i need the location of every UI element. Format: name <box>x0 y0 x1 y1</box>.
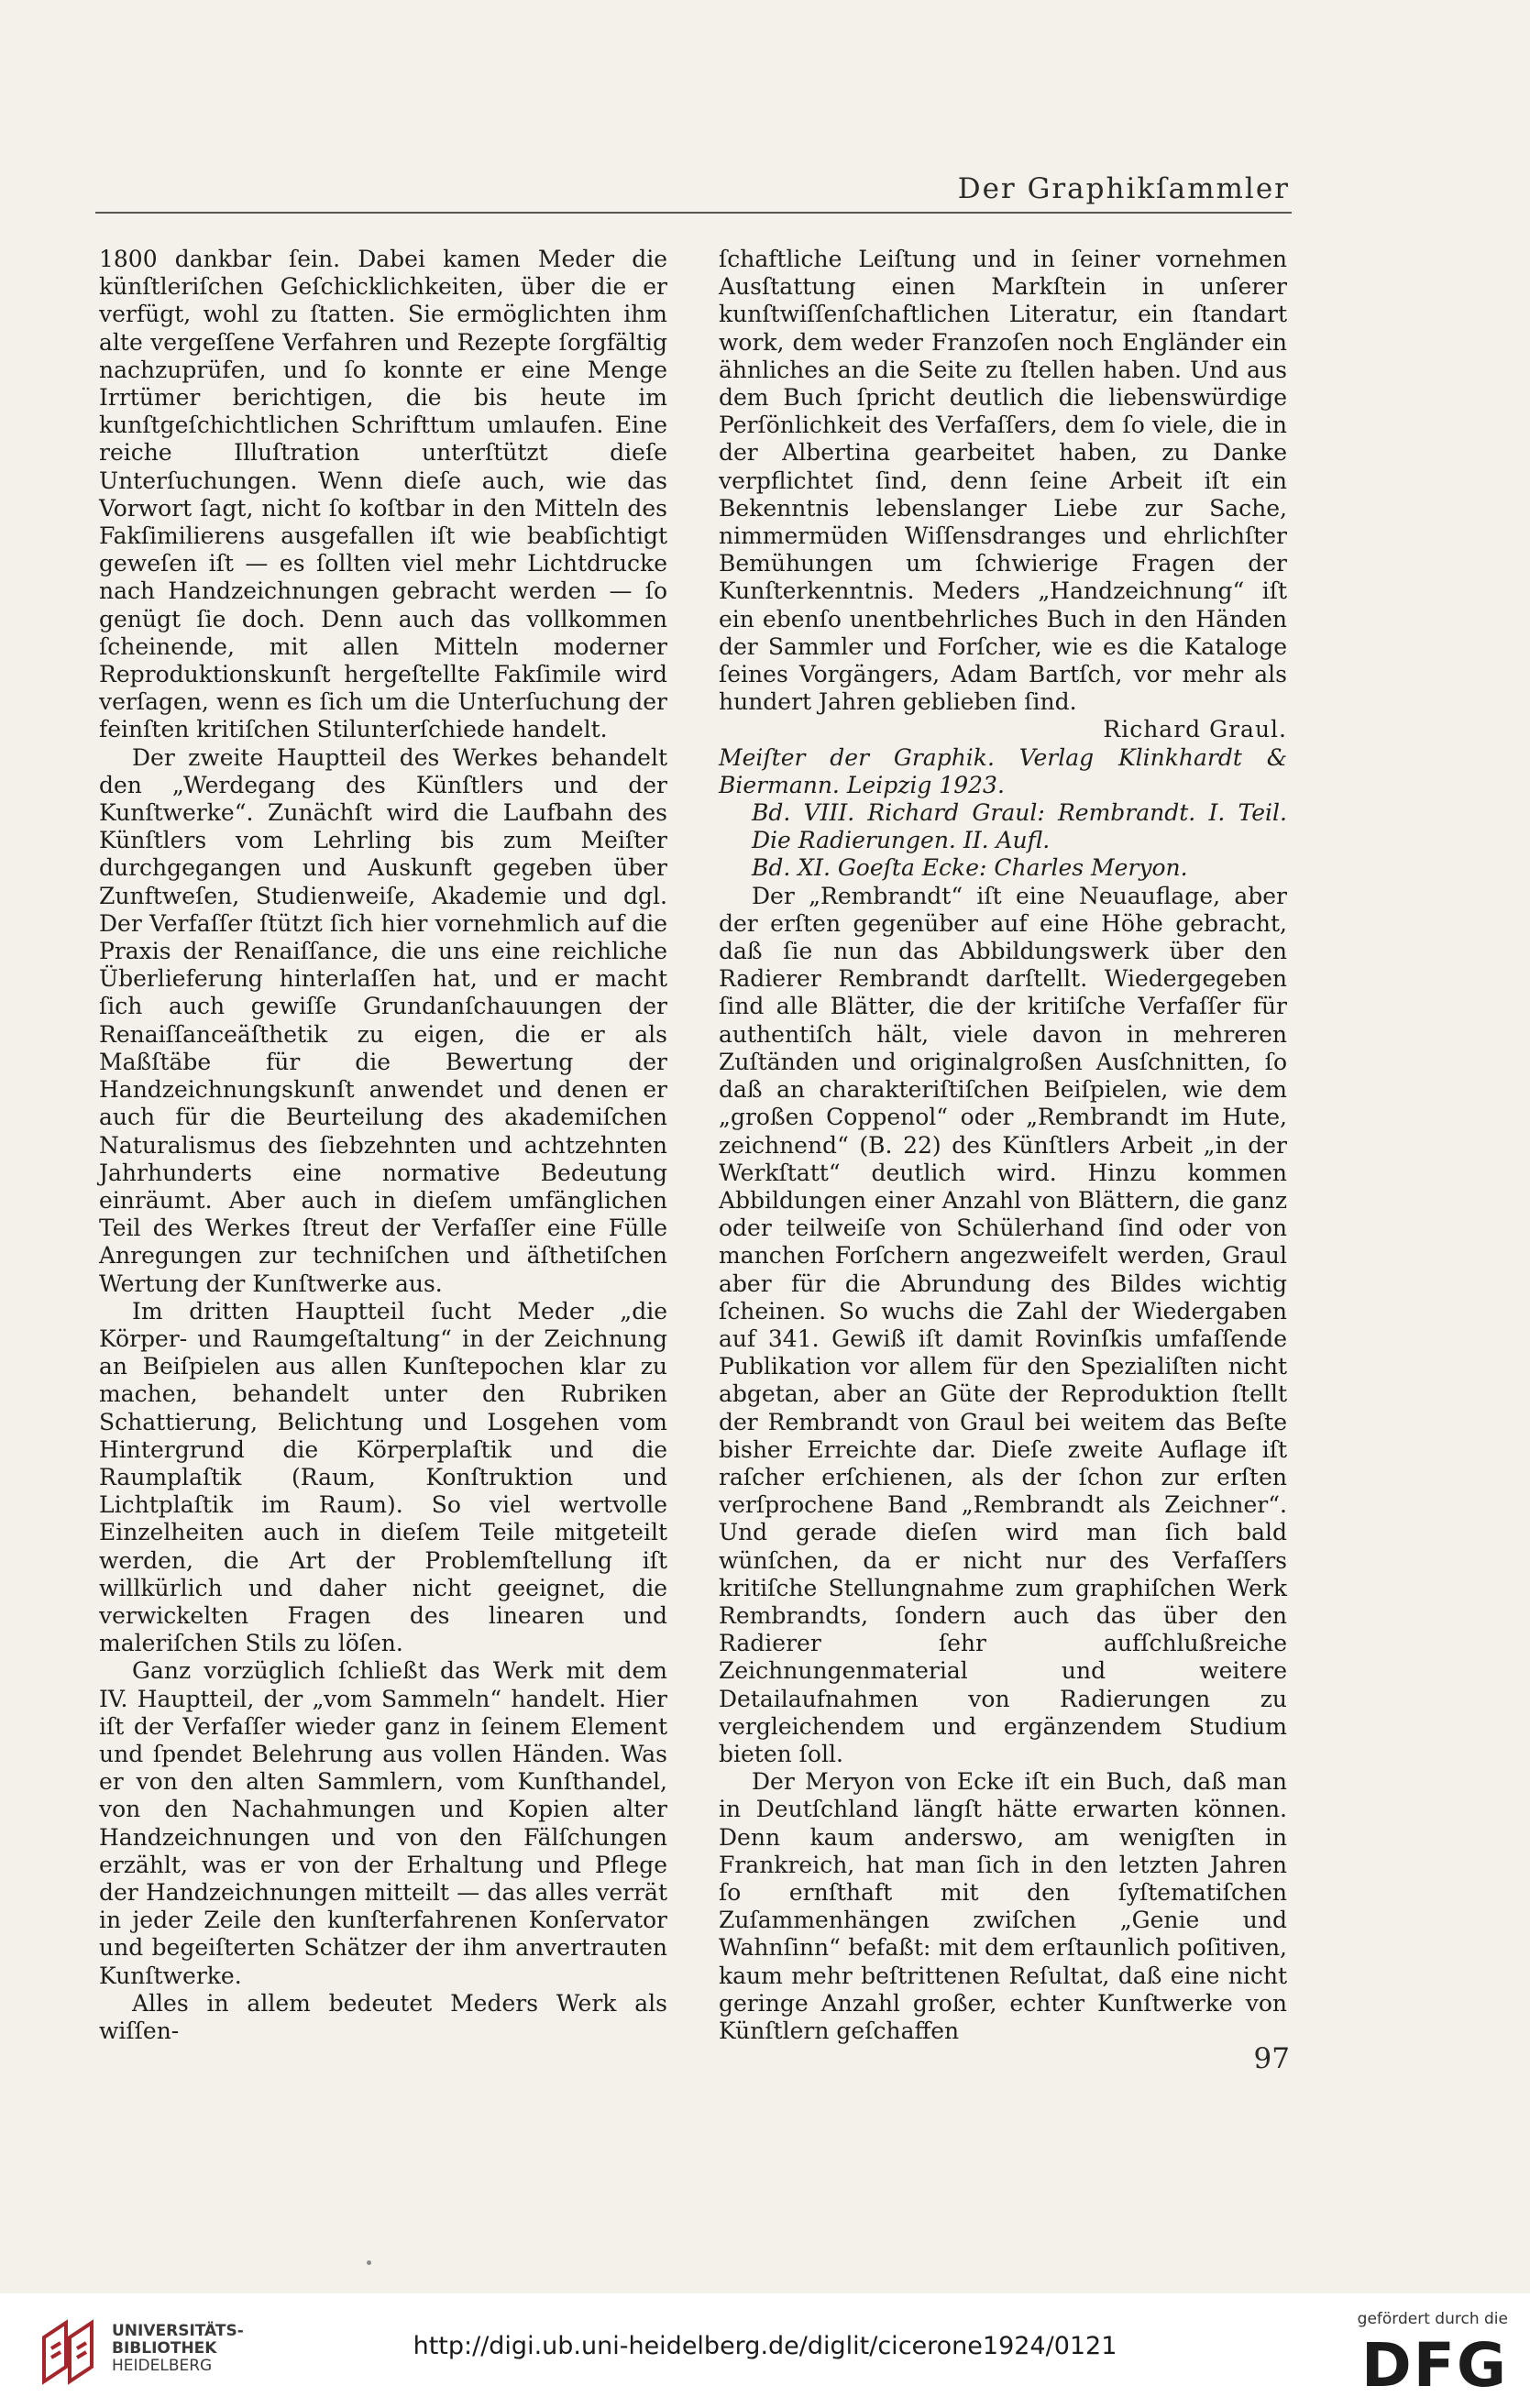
paragraph: Der Meryon von Ecke iſt ein Buch, daß man in Deutſchland längſt hätte erwarten können. Denn kaum anderswo, am wenigſten in Frankreich, hat man ſich in den letzten Jahren ſo ernſthaft mit den ſyſtematiſchen Zuſammenhängen zwiſchen „Genie und Wahnſinn“ befaßt: mit dem erſtaunlich poſitiven, kaum mehr beſtrittenen Reſultat, daß eine nicht geringe Anzahl großer, echter Kunſtwerke von Künſtlern geſchaffen <box>719 1768 1287 2044</box>
library-name-line3: HEIDELBERG <box>112 2357 213 2375</box>
right-column-text <box>719 246 1287 716</box>
paragraph: Im dritten Hauptteil ſucht Meder „die Körper- und Raumgeſtaltung“ in der Zeichnung an Beiſpielen aus allen Kunſtepochen klar zu machen, behandelt unter den Rubriken Schattierung, Belichtung und Losgehen vom Hintergrund die Körperplaſtik und die Raumplaſtik (Raum, Konſtruktion und Lichtplaſtik im Raum). So viel wertvolle Einzelheiten auch in dieſem Teile mitgeteilt werden, die Art der Problemſtellung iſt willkürlich und daher nicht geeignet, die verwickelten Fragen des linearen und maleriſchen Stils zu löſen. <box>99 1297 667 1657</box>
paragraph: Alles in allem bedeutet Meders Werk als wiſſen- <box>99 1989 667 2044</box>
library-name-line2: BIBLIOTHEK <box>112 2339 217 2358</box>
left-column <box>99 246 667 2045</box>
paragraph: ſchaftliche Leiſtung und in ſeiner vornehmen Ausſtattung einen Markſtein in unſerer kunſtwiſſenſchaftlichen Literatur, ein ſtandart work, dem weder Franzoſen noch Engländer ein ähnliches an die Seite zu ſtellen haben. Und aus dem Buch ſpricht deutlich die liebenswürdige Perſönlichkeit des Verfaſſers, dem ſo viele, die in der Albertina gearbeitet haben, zu Danke verpflichtet ſind, denn ſeine Arbeit iſt ein Bekenntnis lebenslanger Liebe zur Sache, nimmermüden Wiſſensdranges und ehrlichſter Bemühungen um ſchwierige Fragen der Kunſterkenntnis. Meders „Handzeichnung“ iſt ein ebenſo unentbehrliches Buch in den Händen der Sammler und Forſcher, wie es die Kataloge ſeines Vorgängers, Adam Bartſch, vor mehr als hundert Jahren geblieben ſind. <box>719 246 1287 716</box>
digitization-footer <box>0 2293 1530 2408</box>
bibliography-entry: Bd. VIII. Richard Graul: Rembrandt. I. Teil. Die Radierungen. II. Aufl. <box>752 799 1287 854</box>
paragraph: 1800 dankbar ſein. Dabei kamen Meder die künſtleriſchen Geſchicklichkeiten, über die er verfügt, wohl zu ſtatten. Sie ermöglichten ihm alte vergeſſene Verfahren und Rezepte ſorgfältig nachzuprüfen, und ſo konnte er eine Menge Irrtümer berichtigen, die bis heute im kunſtgeſchichtlichen Schrifttum umlaufen. Eine reiche Illuſtration unterſtützt dieſe Unterſuchungen. Wenn dieſe auch, wie das Vorwort ſagt, nicht ſo koſtbar in den Mitteln des Fakſimilierens ausgefallen iſt wie beabſichtigt geweſen iſt — es ſollten viel mehr Lichtdrucke nach Handzeichnungen gebracht werden — ſo genügt ſie doch. Denn auch das vollkommen ſcheinende, mit allen Mitteln moderner Reproduktionskunſt hergeſtellte Fakſimile wird verſagen, wenn es ſich um die Unterſuchung der feinſten kritiſchen Stilunterſchiede handelt. <box>99 246 667 743</box>
scan-speck <box>367 2260 371 2265</box>
paragraph: Der zweite Hauptteil des Werkes behandelt den „Werdegang des Künſtlers und der Kunſtwerke“. Zunächſt wird die Laufbahn des Künſtlers vom Lehrling bis zum Meiſter durchgegangen und Auskunft gegeben über Zunftweſen, Studienweiſe, Akademie und dgl. Der Verfaſſer ſtützt ſich hier vornehmlich auf die Praxis der Renaiſſance, die uns eine reichliche Überlieferung hinterlaſſen hat, und er macht ſich auch gewiſſe Grundanſchauungen der Renaiſſanceäſthetik zu eigen, die er als Maßſtäbe für die Bewertung der Handzeichnungskunſt anwendet und denen er auch für die Beurteilung des akademiſchen Naturalismus des ſiebzehnten und achtzehnten Jahrhunderts eine normative Bedeutung einräumt. Aber auch in dieſem umfänglichen Teil des Werkes ſtreut der Verfaſſer eine Fülle Anregungen zur techniſchen und äſthetiſchen Wertung der Kunſtwerke aus. <box>99 743 667 1297</box>
right-column <box>719 246 1287 2045</box>
author-signature: Richard Graul. <box>1103 716 1287 743</box>
permalink-url[interactable]: http://digi.ub.uni-heidelberg.de/diglit/cicerone1924/0121 <box>413 2332 1117 2360</box>
header-rule <box>95 212 1292 214</box>
library-name-line1: UNIVERSITÄTS- <box>112 2322 244 2340</box>
page-number: 97 <box>1253 2042 1290 2075</box>
bibliography-entry: Bd. XI. Goeſta Ecke: Charles Meryon. <box>752 854 1188 882</box>
dfg-logo: DFG <box>1360 2330 1508 2401</box>
bibliography-block <box>719 744 1287 883</box>
right-column-text-continued <box>719 883 1287 2046</box>
bibliography-entry: Meiſter der Graphik. Verlag Klinkhardt & Biermann. Leipzig 1923. <box>719 743 1287 798</box>
funding-caption: gefördert durch die <box>1357 2310 1508 2328</box>
paragraph: Ganz vorzüglich ſchließt das Werk mit dem IV. Hauptteil, der „vom Sammeln“ handelt. Hier iſt der Verfaſſer wieder ganz in ſeinem Element und ſpendet Belehrung aus vollen Händen. Was er von den alten Sammlern, vom Kunſthandel, von den Nachahmungen und Kopien alter Handzeichnungen und von den Fälſchungen erzählt, was er von der Erhaltung und Pflege der Handzeichnungen mitteilt — das alles verrät in jeder Zeile den kunſterfahrenen Konſervator und begeiſterten Schätzer der ihm anvertrauten Kunſtwerke. <box>99 1657 667 1989</box>
paragraph: Der „Rembrandt“ iſt eine Neuauflage, aber der erſten gegenüber auf eine Höhe gebracht, daß ſie nun das Abbildungswerk über den Radierer Rembrandt darſtellt. Wiedergegeben ſind alle Blätter, die der kritiſche Verfaſſer für authentiſch hält, viele davon in mehreren Zuſtänden und originalgroßen Ausſchnitten, ſo daß an charakteriſtiſchen Beiſpielen, wie dem „großen Coppenol“ oder „Rembrandt im Hute, zeichnend“ (B. 22) des Künſtlers Arbeit „in der Werkſtatt“ deutlich wird. Hinzu kommen Abbildungen einer Anzahl von Blättern, die ganz oder teilweiſe von Schülerhand ſind oder von manchen Forſchern angezweifelt werden, Graul aber für die Abrundung des Bildes wichtig ſcheinen. So wuchs die Zahl der Wiedergaben auf 341. Gewiß iſt damit Rovinſkis umfaſſende Publikation vor allem für den Spezialiſten nicht abgetan, aber an Güte der Reproduktion ſtellt der Rembrandt von Graul bei weitem das Beſte bisher Erreichte dar. Dieſe zweite Auflage iſt raſcher erſchienen, als der ſchon zur erſten verſprochene Band „Rembrandt als Zeichner“. Und gerade dieſen wird man ſich bald wünſchen, da er nicht nur des Verfaſſers kritiſche Stellungnahme zum graphiſchen Werk Rembrandts, ſondern auch das über den Radierer ſehr aufſchlußreiche Zeichnungenmaterial und weitere Detailaufnahmen von Radierungen zu vergleichendem und ergänzendem Studium bieten ſoll. <box>719 882 1287 1767</box>
running-header: Der Graphikſammler <box>957 172 1290 205</box>
